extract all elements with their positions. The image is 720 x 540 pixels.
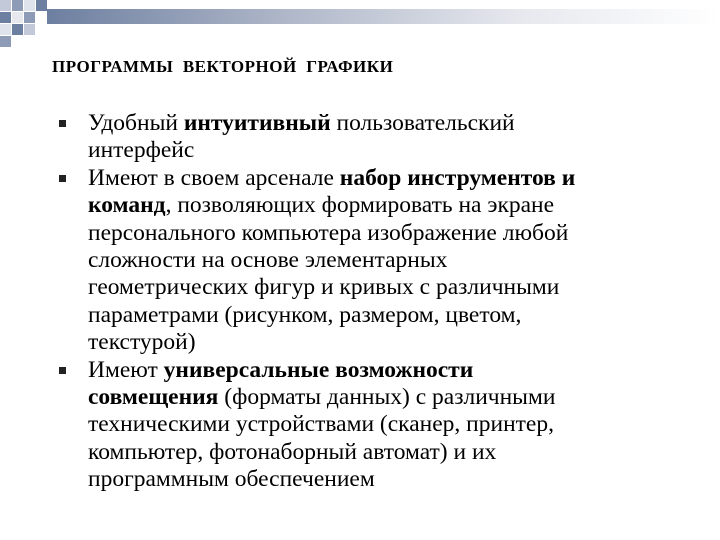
deco-square — [0, 24, 11, 35]
deco-square — [12, 12, 23, 23]
deco-square — [24, 24, 35, 35]
deco-square — [24, 0, 35, 11]
square-bullet-icon — [59, 367, 66, 374]
deco-square — [12, 0, 23, 11]
header-gradient-bar — [47, 9, 720, 24]
text: Имеют в своем арсенале — [88, 164, 340, 191]
deco-square — [0, 0, 11, 11]
bullet-line — [88, 274, 702, 301]
text: параметрами (рисунком, размером, цветом, — [88, 301, 522, 328]
bullet-line — [88, 110, 702, 137]
text: интерфейс — [88, 137, 195, 164]
slide-title: ПРОГРАММЫ ВЕКТОРНОЙ ГРАФИКИ — [52, 57, 394, 76]
bullet-line — [88, 329, 702, 356]
deco-square — [24, 12, 35, 23]
bullet-line — [88, 137, 702, 164]
bullet-list — [52, 110, 702, 494]
deco-square — [12, 24, 23, 35]
text: компьютер, фотонаборный автомат) и их — [88, 438, 497, 465]
bullet-line — [88, 411, 702, 438]
text: геометрических фигур и кривых с различными — [88, 274, 560, 301]
bullet-item — [52, 110, 702, 165]
bold-text: универсальные возможности — [163, 356, 474, 383]
deco-square — [36, 0, 47, 11]
text: (форматы данных) с различными — [218, 384, 556, 411]
bullet-line — [88, 357, 702, 384]
text: Удобный — [88, 110, 184, 136]
text: персонального компьютера изображение любой — [88, 219, 569, 246]
bullet-line — [88, 384, 702, 411]
text: Имеют — [88, 356, 164, 383]
bold-text: интуитивный — [183, 110, 331, 136]
text: текстурой) — [88, 329, 196, 356]
bullet-line — [88, 165, 702, 192]
text: сложности на основе элементарных — [88, 247, 448, 274]
square-bullet-icon — [59, 175, 66, 182]
bullet-line — [88, 302, 702, 329]
text: техническими устройствами (сканер, принтер, — [88, 411, 554, 438]
bullet-line — [88, 192, 702, 219]
text: , позволяющих формировать на экране — [165, 192, 555, 219]
bullet-item — [52, 357, 702, 494]
bullet-line — [88, 247, 702, 274]
square-bullet-icon — [59, 120, 66, 127]
deco-square — [0, 12, 11, 23]
bullet-line — [88, 466, 702, 493]
bold-text: совмещения — [88, 384, 219, 411]
text: программным обеспечением — [88, 466, 375, 493]
bullet-line — [88, 439, 702, 466]
bold-text: набор инструментов и — [339, 164, 576, 191]
deco-square — [0, 36, 11, 47]
bullet-line — [88, 220, 702, 247]
bullet-item — [52, 165, 702, 357]
bold-text: команд — [88, 192, 166, 219]
text: пользовательский — [330, 110, 515, 136]
